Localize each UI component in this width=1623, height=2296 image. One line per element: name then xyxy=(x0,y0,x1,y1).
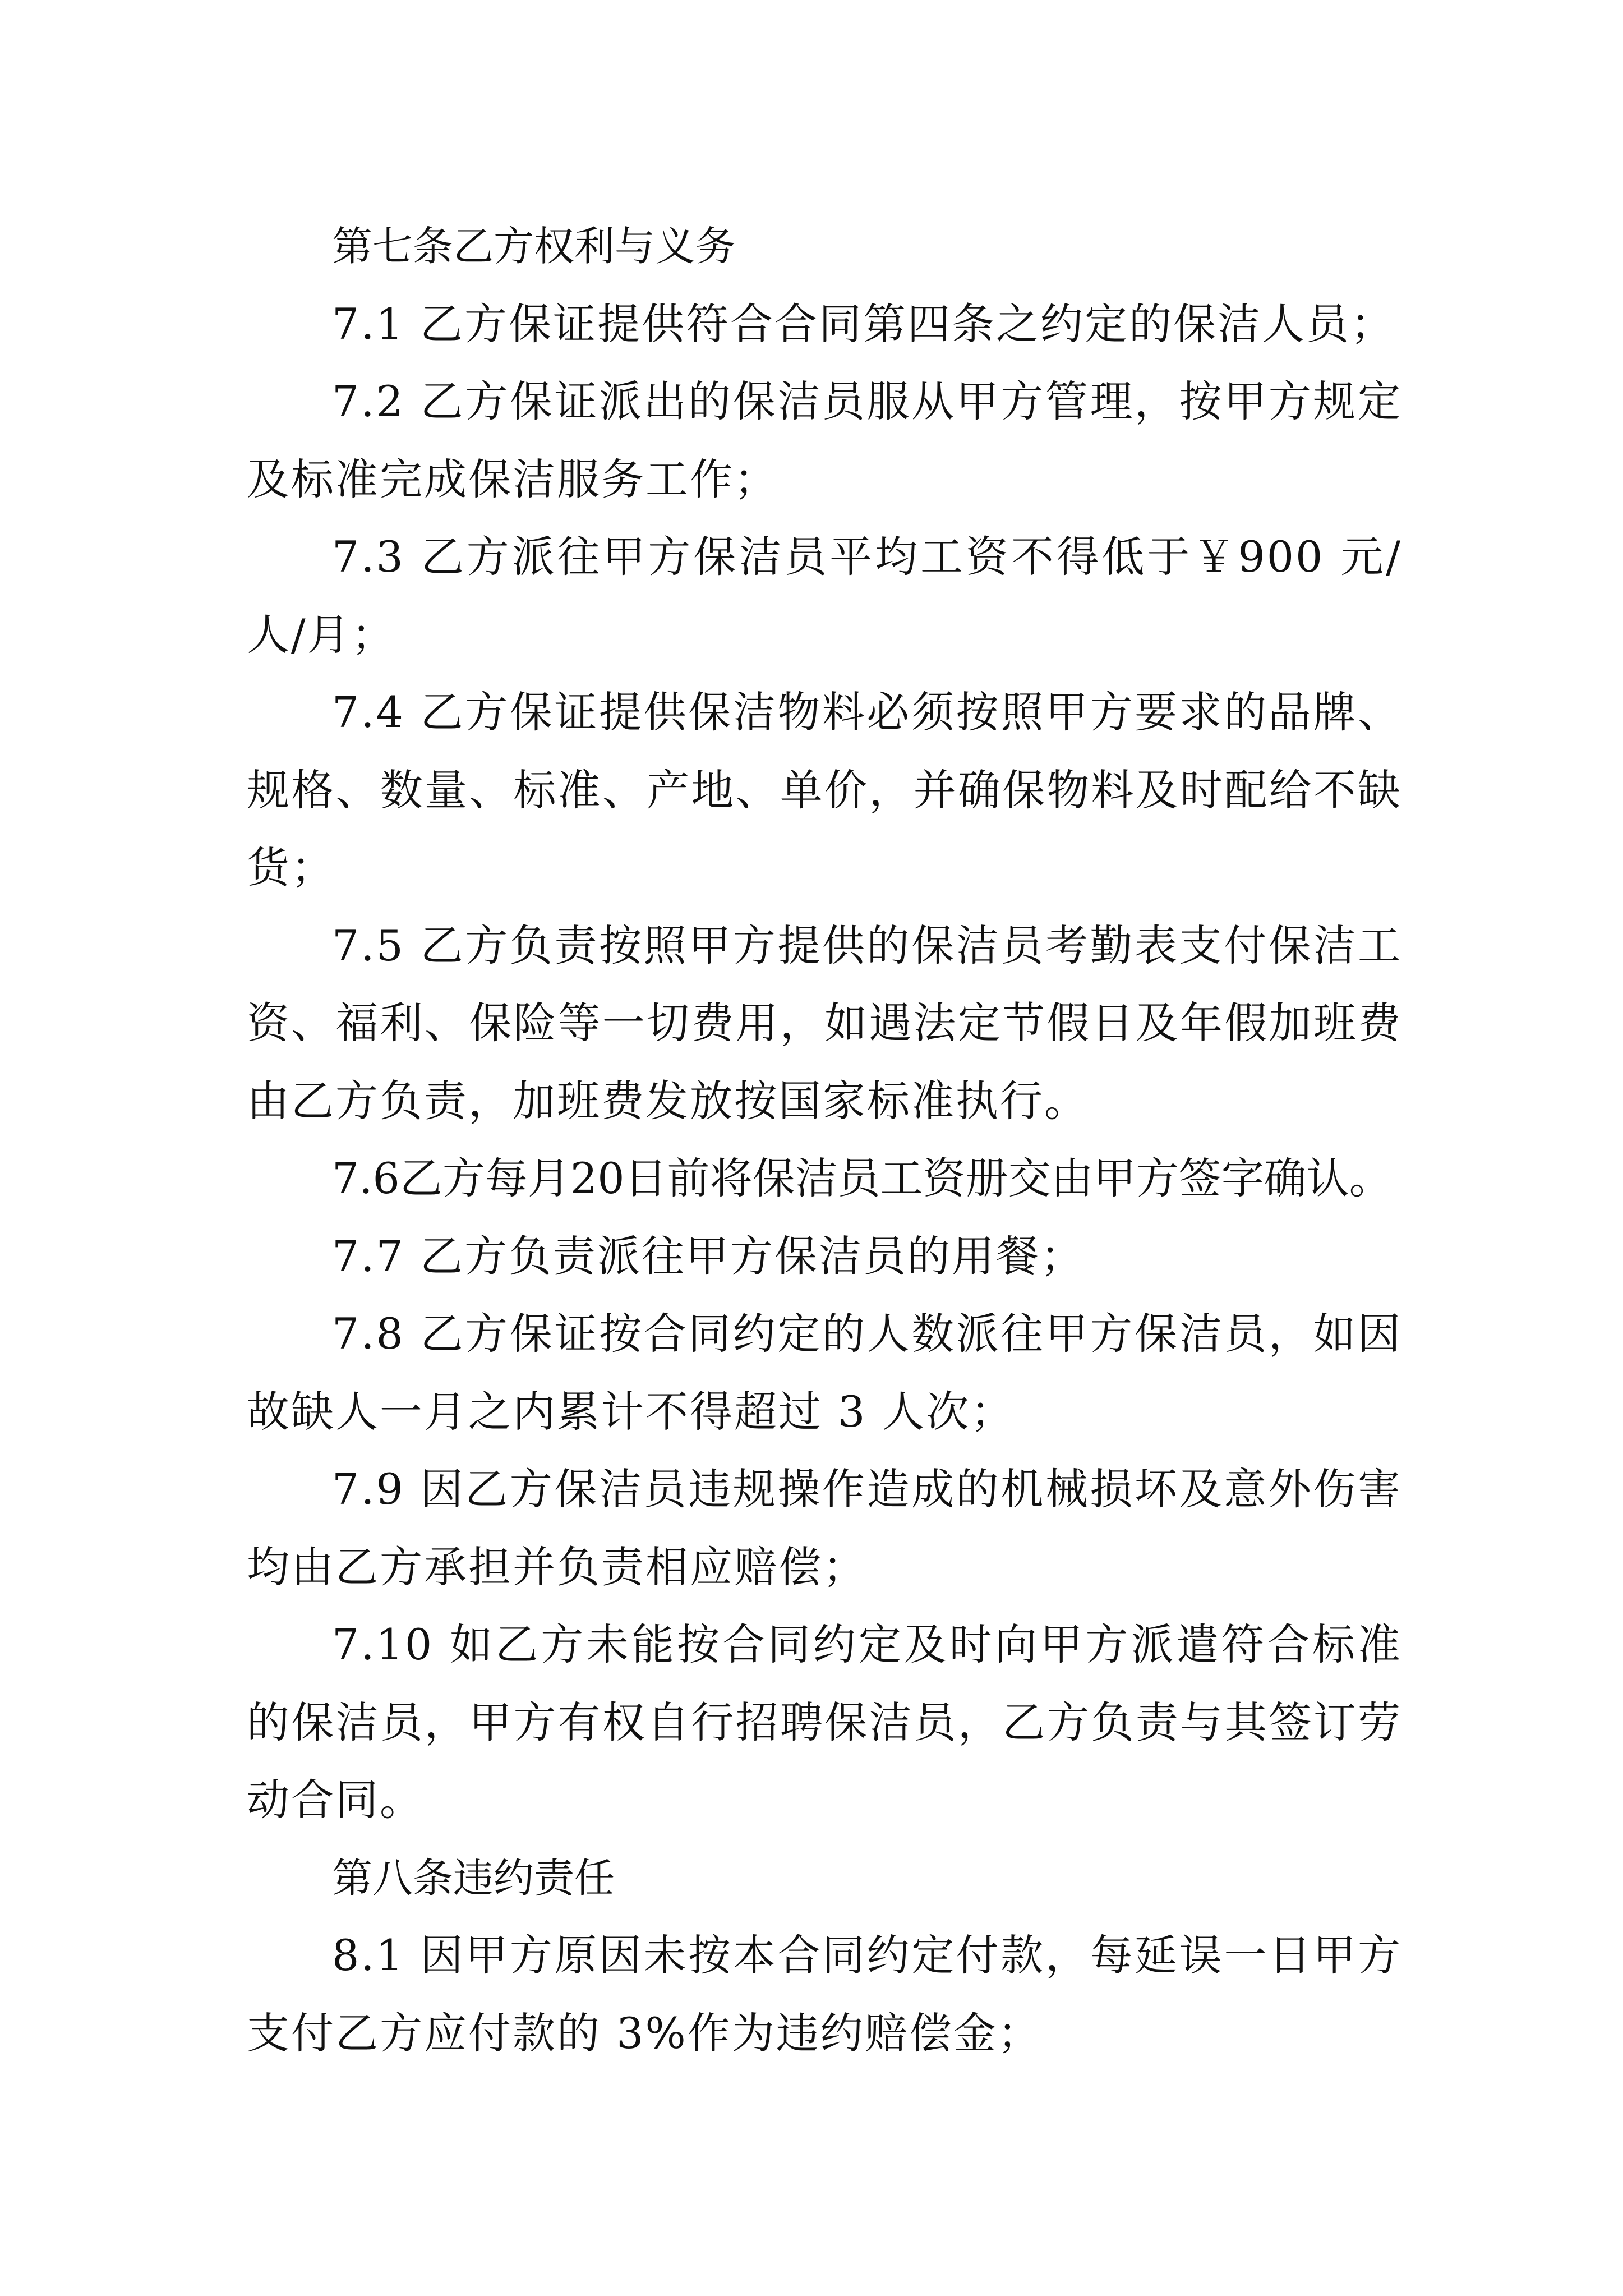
clause-7-5: 7.5 乙方负责按照甲方提供的保洁员考勤表支付保洁工资、福利、保险等一切费用，如遇法定节假日及年假加班费由乙方负责，加班费发放按国家标准执行。 xyxy=(247,920,1402,1126)
clause-7-4: 7.4 乙方保证提供保洁物料必须按照甲方要求的品牌、规格、数量、标准、产地、单价，并确保物料及时配给不缺货； xyxy=(247,687,1402,892)
document-body xyxy=(247,208,1402,2072)
clause-7-1: 7.1 乙方保证提供符合合同第四条之约定的保洁人员； xyxy=(332,298,1395,349)
clause-7-6: 7.6乙方每月20日前将保洁员工资册交由甲方签字确认。 xyxy=(332,1153,1392,1203)
clause-7-10: 7.10 如乙方未能按合同约定及时向甲方派遣符合标准的保洁员，甲方有权自行招聘保洁员，乙方负责与其签订劳动合同。 xyxy=(247,1619,1402,1825)
article-8-heading: 第八条违约责任 xyxy=(332,1854,615,1902)
clause-7-7: 7.7 乙方负责派往甲方保洁员的用餐； xyxy=(332,1231,1085,1281)
clause-7-8: 7.8 乙方保证按合同约定的人数派往甲方保洁员，如因故缺人一月之内累计不得超过 3 人次； xyxy=(247,1309,1402,1437)
clause-7-9: 7.9 因乙方保洁员违规操作造成的机械损坏及意外伤害均由乙方承担并负责相应赔偿； xyxy=(247,1464,1402,1592)
article-7-heading: 第七条乙方权利与义务 xyxy=(332,223,736,270)
clause-8-1: 8.1 因甲方原因未按本合同约定付款，每延误一日甲方支付乙方应付款的 3%作为违约赔偿金； xyxy=(247,1930,1402,2058)
clause-7-2: 7.2 乙方保证派出的保洁员服从甲方管理，按甲方规定及标准完成保洁服务工作； xyxy=(247,376,1402,504)
clause-7-3: 7.3 乙方派往甲方保洁员平均工资不得低于￥900 元/人/月； xyxy=(247,532,1402,660)
